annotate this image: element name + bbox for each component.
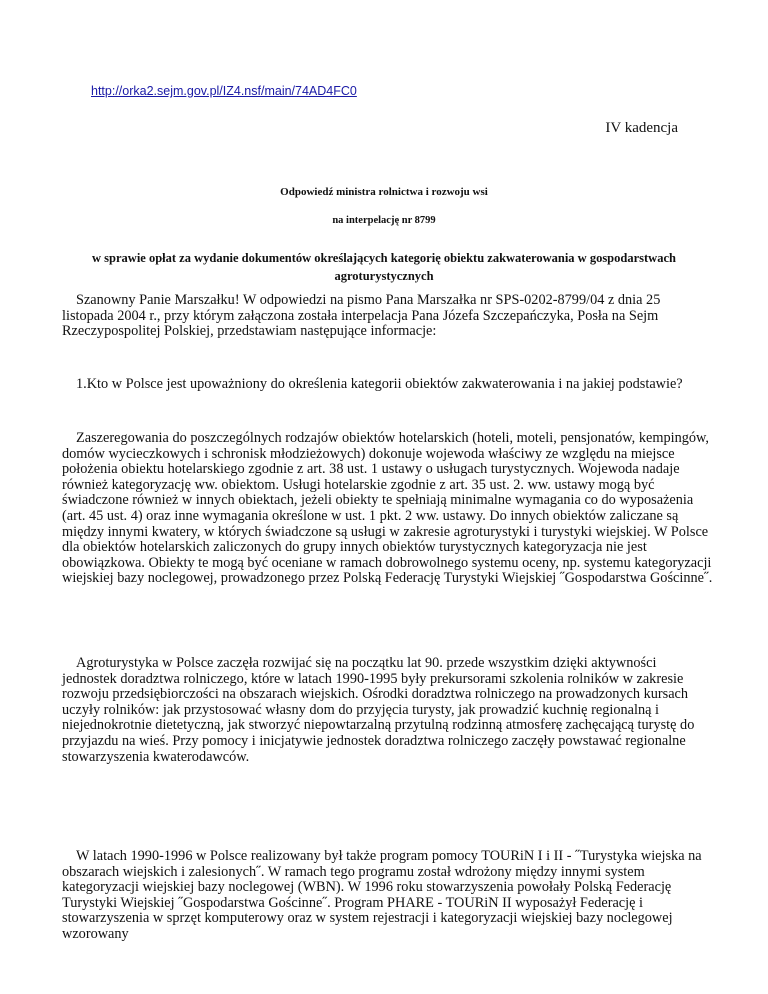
interpellation-number: na interpelację nr 8799 — [332, 215, 436, 226]
term-label: IV kadencja — [605, 120, 678, 136]
paragraph-question: 1.Kto w Polsce jest upoważniony do określenia kategorii obiektów zakwaterowania i na jakiej podstawie? — [76, 376, 683, 392]
subject-heading: w sprawie opłat za wydanie dokumentów określających kategorię obiektu zakwaterowania w gospodarstwach agroturystycznych — [92, 251, 676, 283]
paragraph-agrotourism: Agroturystyka w Polsce zaczęła rozwijać się na początku lat 90. przede wszystkim dzięki aktywności jednostek doradztwa rolniczego, które w latach 1990-1995 były prekursorami szkolenia rolników w zakresie rozwoju przedsiębiorczości na obszarach wiejskich. Ośrodki doradztwa rolniczego na prowadzonych kursach uczyły rolników: jak przystosować własny dom do przyjęcia turysty, jak prowadzić kuchnię regionalną i niejednokrotnie dietetyczną, jak stworzyć niepowtarzalną przytulną rodzinną atmosferę zachęcającą turystę do przyjazdu na wieś. Przy pomocy i inicjatywie jednostek doradztwa rolniczego zaczęły powstawać regionalne stowarzyszenia kwaterodawców. — [62, 655, 695, 765]
paragraph-greeting: Szanowny Panie Marszałku! W odpowiedzi na pismo Pana Marszałka nr SPS-0202-8799/04 z dnia 25 listopada 2004 r., przy którym załączona została interpelacja Pana Józefa Szczepańczyka, Posła na Sejm Rzeczypospolitej Polskiej, przedstawiam następujące informacje: — [62, 292, 661, 340]
source-url-link[interactable]: http://orka2.sejm.gov.pl/IZ4.nsf/main/74AD4FC0 — [91, 84, 357, 98]
paragraph-tourin-program: W latach 1990-1996 w Polsce realizowany był także program pomocy TOURiN I i II - ˝Turystyka wiejska na obszarach wiejskich i zalesionych˝. W ramach tego programu został wdrożony między innymi system kategoryzacji wiejskiej bazy noclegowej (WBN). W 1996 roku stowarzyszenia powołały Polską Federację Turystyki Wiejskiej ˝Gospodarstwa Gościnne˝. Program PHARE - TOURiN II wyposażył Federację i stowarzyszenia w sprzęt komputerowy oraz w system rejestracji i kategoryzacji wiejskiej bazy noclegowej wzorowany — [62, 848, 702, 942]
paragraph-classification: Zaszeregowania do poszczególnych rodzajów obiektów hotelarskich (hoteli, moteli, pensjonatów, kempingów, domów wycieczkowych i schronisk młodzieżowych) dokonuje wojewoda właściwy ze względu na miejsce położenia obiektu hotelarskiego zgodnie z art. 38 ust. 1 ustawy o usługach turystycznych. Wojewoda nadaje również kategoryzację ww. obiektom. Usługi hotelarskie zgodnie z art. 35 ust. 2. ww. ustawy mogą być świadczone również w innych obiektach, jeżeli obiekty te spełniają minimalne wymagania co do wyposażenia (art. 45 ust. 4) oraz inne wymagania określone w ust. 1 pkt. 2 ww. ustawy. Do innych obiektów zaliczane są między innymi kwatery, w których świadczone są usługi w zakresie agroturystyki i turystyki wiejskiej. W Polsce dla obiektów hotelarskich zaliczonych do grupy innych obiektów turystycznych kategoryzacja nie jest obowiązkowa. Obiekty te mogą być oceniane w ramach dobrowolnego systemu oceny, np. systemu kategoryzacji wiejskiej bazy noclegowej, prowadzonego przez Polską Federację Turystyki Wiejskiej ˝Gospodarstwa Gościnne˝. — [62, 430, 713, 587]
answer-heading: Odpowiedź ministra rolnictwa i rozwoju wsi — [280, 186, 488, 198]
